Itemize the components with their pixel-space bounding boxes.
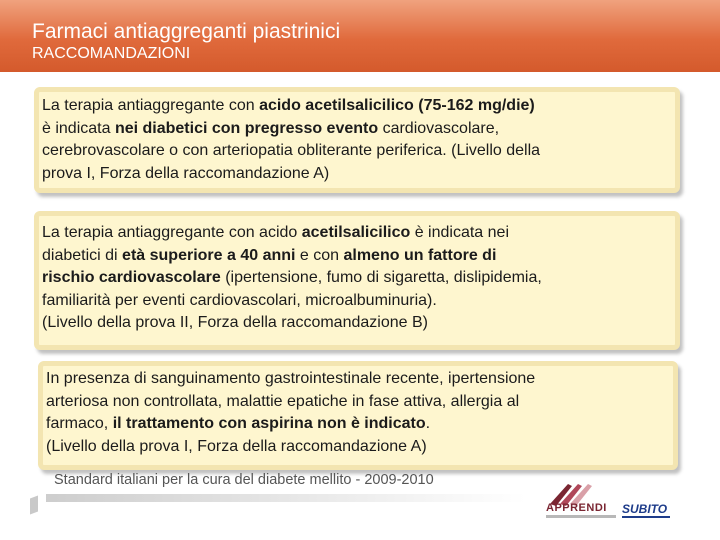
box-line xyxy=(42,95,675,118)
bold-text: nei diabetici con pregresso evento xyxy=(114,119,379,137)
text-run: (Livello della prova II, Forza della raccomandazione B) xyxy=(42,314,428,331)
text-run: . xyxy=(425,415,431,432)
text-run: cerebrovascolare o con arteriopatia obliterante periferica. (Livello della xyxy=(42,142,541,159)
text-run: La terapia antiaggregante con xyxy=(42,97,260,114)
box-line xyxy=(42,163,675,186)
box-line xyxy=(42,140,675,163)
text-run: familiarità per eventi cardiovascolari, microalbuminuria). xyxy=(42,291,437,309)
text-run: farmaco, xyxy=(46,415,113,432)
box-line xyxy=(42,245,675,268)
header-bar xyxy=(0,0,720,72)
recommendation-box-2 xyxy=(34,211,680,350)
box-line xyxy=(42,312,675,335)
source-citation: Standard italiani per la cura del diabete mellito - 2009-2010 xyxy=(54,472,434,488)
text-run: è indicata nei xyxy=(410,224,509,241)
box-line xyxy=(42,290,675,313)
box-line xyxy=(46,391,673,414)
page-subtitle: RACCOMANDAZIONI xyxy=(32,45,191,62)
bold-text: acetilsalicilico xyxy=(301,224,411,241)
bold-text: almeno un fattore di xyxy=(343,246,497,264)
recommendation-box-3 xyxy=(38,361,678,470)
box-line xyxy=(42,267,675,290)
corner-decoration xyxy=(30,496,38,515)
apprendi-logo-underline xyxy=(546,515,616,518)
text-run: diabetici di xyxy=(42,246,123,264)
box-line xyxy=(46,413,673,436)
text-run: è indicata xyxy=(42,119,115,137)
bold-text: età superiore a 40 anni xyxy=(122,246,296,264)
text-run: La terapia antiaggregante con acido xyxy=(42,224,302,241)
recommendation-box-1 xyxy=(34,87,680,193)
footer-divider xyxy=(46,494,526,502)
text-run: (ipertensione, fumo di sigaretta, dislipidemia, xyxy=(220,269,542,286)
subito-logo-text: SUBITO xyxy=(622,502,668,516)
bold-text: il trattamento con aspirina non è indicato xyxy=(112,415,426,432)
box-line xyxy=(42,222,675,245)
text-run: arteriosa non controllata, malattie epatiche in fase attiva, allergia al xyxy=(46,392,520,410)
bold-text: acido acetilsalicilico (75‑162 mg/die) xyxy=(259,97,535,114)
box-line xyxy=(42,118,675,141)
page-title: Farmaci antiaggreganti piastrinici xyxy=(32,20,341,43)
subito-logo-underline xyxy=(622,516,670,518)
text-run: prova I, Forza della raccomandazione A) xyxy=(42,164,330,182)
box-line xyxy=(46,368,673,391)
apprendi-logo-text: APPRENDI xyxy=(546,502,607,514)
bold-text: rischio cardiovascolare xyxy=(42,269,221,286)
logo-area xyxy=(540,478,710,528)
text-run: (Livello della prova I, Forza della raccomandazione A) xyxy=(46,437,427,455)
text-run: e con xyxy=(295,246,344,264)
text-run: In presenza di sanguinamento gastrointestinale recente, ipertensione xyxy=(46,370,536,387)
text-run: cardiovascolare, xyxy=(378,119,500,137)
box-line xyxy=(46,436,673,459)
